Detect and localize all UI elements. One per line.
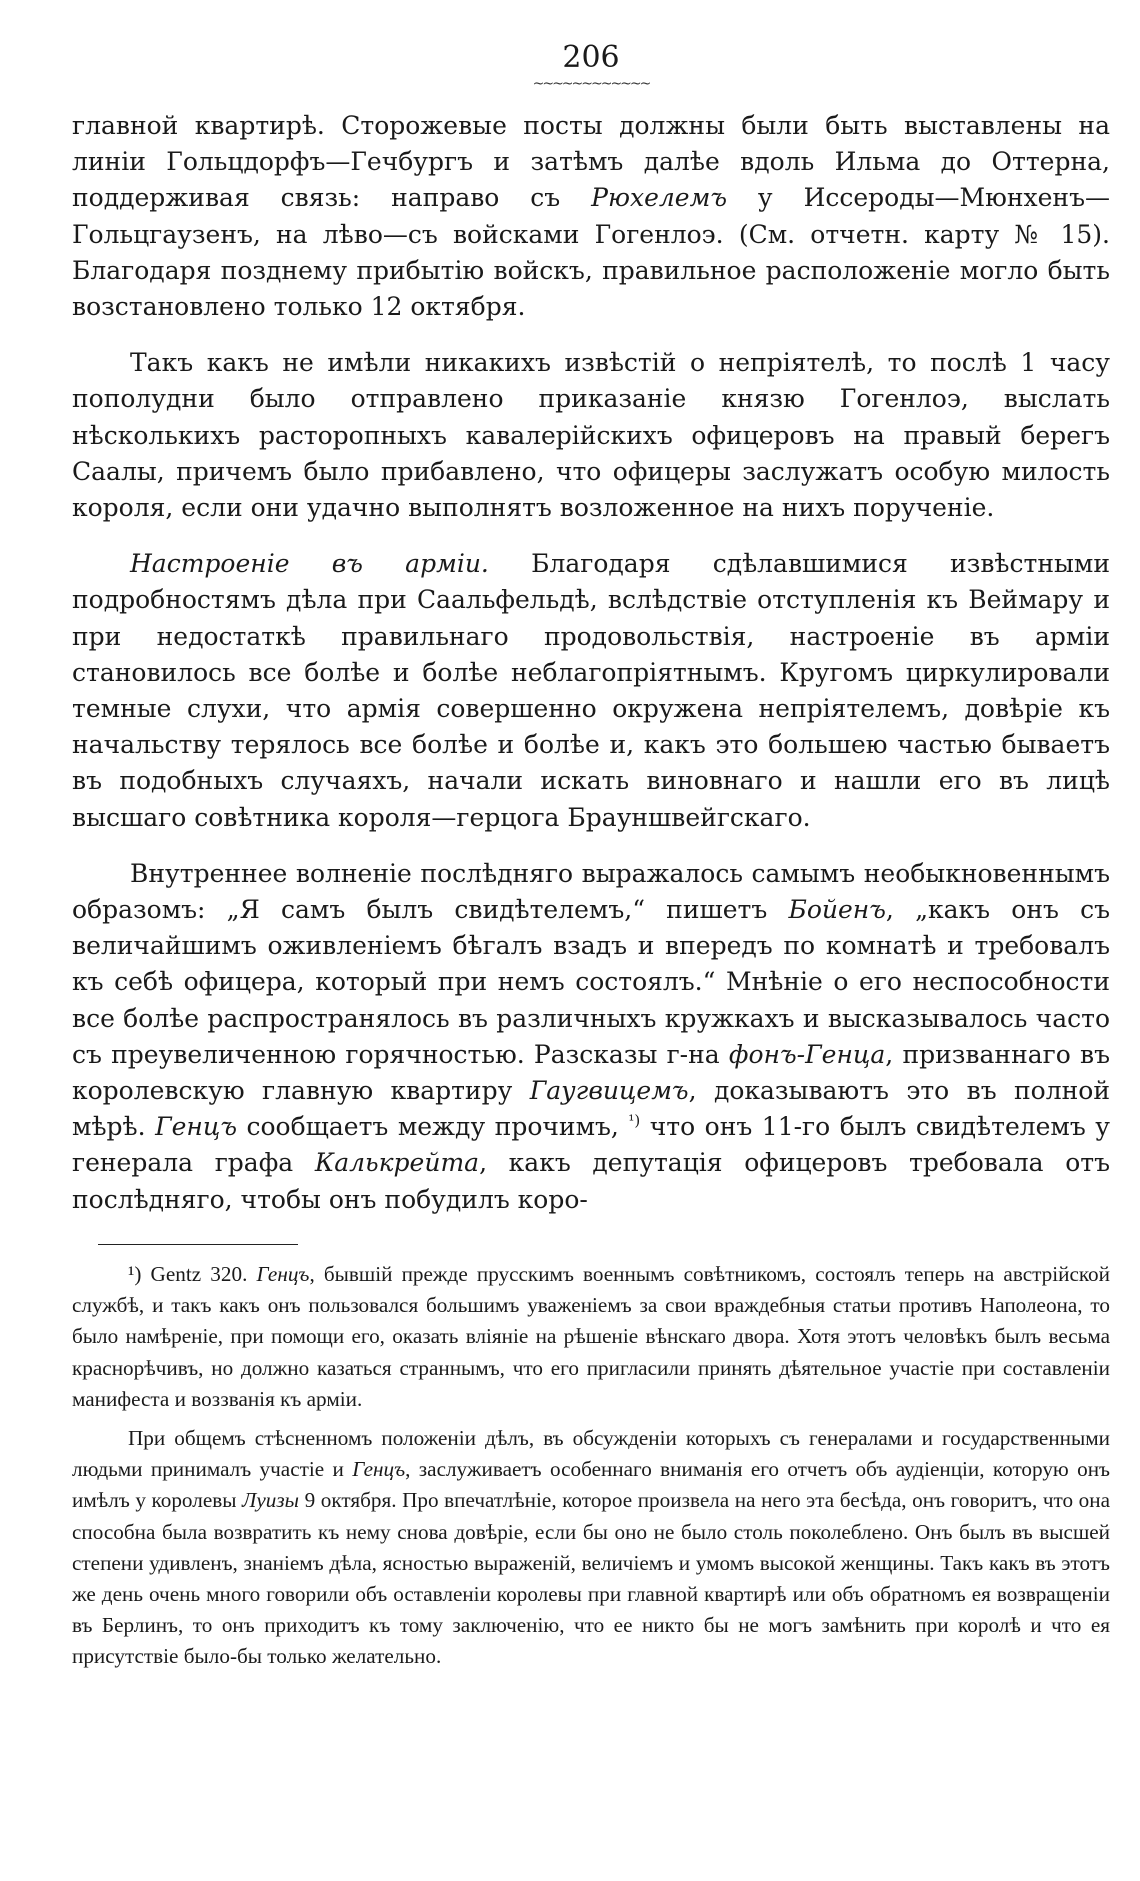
paragraph-4-text-f: что онъ 11-го былъ свидѣтелемъ у генерала графа (72, 1112, 1110, 1178)
paragraph-3-text: Благодаря сдѣлавшимися извѣстными подробностямъ дѣла при Саальфельдѣ, вслѣдствіе отступленія къ Веймару и при недостаткѣ правильнаго продовольствія, настроеніе въ арміи становилось все болѣе и болѣе неблагопріятнымъ. Кругомъ циркулировали темные слухи, что армія совершенно окружена непріятелемъ, довѣріе къ начальству терялось все болѣе и болѣе и, какъ это большею частью бываетъ въ подобныхъ случаяхъ, начали искать виновнаго и нашли его въ лицѣ высшаго совѣтника короля—герцога Брауншвейгскаго. (72, 549, 1110, 832)
paragraph-4-italic-kalkreuth: Калькрейта (314, 1148, 480, 1178)
paragraph-4 (72, 856, 1110, 1218)
paragraph-4-italic-gentz: фонъ-Генца (728, 1039, 886, 1069)
paragraph-1-italic-name: Рюхелемъ (591, 183, 727, 213)
footnote-reference-1: ¹) (628, 1111, 641, 1130)
footnote-1-italic-gentz: Генцъ (256, 1261, 310, 1286)
footnote-2-text-a: При общемъ стѣсненномъ положеніи дѣлъ, въ обсужденіи которыхъ съ генералами и государственными людьми принималъ участіе и (72, 1425, 1110, 1482)
main-text (72, 108, 1110, 1218)
footnote-2-italic-gentz: Генцъ (352, 1457, 406, 1482)
footnote-2-text-b: , заслуживаетъ особеннаго вниманія его отчетъ объ аудіенціи, которую онъ имѣлъ у королевы (72, 1457, 1110, 1513)
paragraph-1-text-b: у Иссероды—Мюнхенъ—Гольцгаузенъ, на лѣво—съ войсками Гогенлоэ. (См. отчетн. карту № 15). Благодаря позднему прибытію войскъ, правильное расположеніе могло быть возстановлено только 12 октября. (72, 183, 1110, 322)
paragraph-4-text-c: , призваннаго въ королевскую главную квартиру (72, 1039, 1110, 1106)
footnote-1-text-b: , бывшій прежде прусскимъ военнымъ совѣтникомъ, состоялъ теперь на австрійской службѣ, и такъ какъ онъ пользовался большимъ уваженіемъ за свои враждебныя статьи противъ Наполеона, то было намѣреніе, при помощи его, оказать вліяніе на рѣшеніе вѣнскаго двора. Хотя этотъ человѣкъ былъ весьма краснорѣчивъ, но должно казаться страннымъ, что его пригласили принять дѣятельное участіе при составленіи манифеста и воззванія къ арміи. (72, 1261, 1110, 1411)
paragraph-4-text-d: , доказываютъ это въ полной мѣрѣ. (72, 1076, 1110, 1142)
paragraph-4-text-e: сообщаетъ между прочимъ, (236, 1112, 629, 1142)
paragraph-4-text-b: , „какъ онъ съ величайшимъ оживленіемъ бѣгалъ взадъ и впередъ по комнатѣ и требовалъ къ себѣ офицера, который при немъ состоялъ.“ Мнѣніе о его неспособности все болѣе распространялось въ различныхъ кружкахъ и высказывалось часто съ преувеличенною горячностью. Разсказы г-на (72, 895, 1110, 1069)
page-number-ornament: ~~~~~~~~~~~~ (532, 76, 650, 92)
footnote-2-text-c: 9 октября. Про впечатлѣніе, которое произвела на него эта бесѣда, онъ говоритъ, что она способна была возвратить къ нему снова довѣріе, если бы оно не было столь поколеблено. Онъ былъ въ высшей степени удивленъ, знаніемъ дѣла, ясностью выраженій, величіемъ и умомъ высокой женщины. Такъ какъ въ этотъ же день очень много говорили объ оставленіи королевы при главной квартирѣ или объ обратномъ ея возвращеніи въ Берлинъ, то онъ приходитъ къ тому заключенію, что ее никто бы не могъ замѣнить при королѣ и что ея присутствіе было-бы только желательно. (72, 1488, 1111, 1669)
paragraph-3-side-heading: Настроеніе въ арміи. (130, 549, 489, 579)
page-number: 206 (562, 40, 620, 75)
footnotes (72, 1259, 1110, 1673)
footnote-1 (72, 1259, 1110, 1415)
paragraph-2: Такъ какъ не имѣли никакихъ извѣстій о непріятелѣ, то послѣ 1 часу пополудни было отправлено приказаніе князю Гогенлоэ, выслать нѣсколькихъ расторопныхъ кавалерійскихъ офицеровъ на правый берегъ Саалы, причемъ было прибавлено, что офицеры заслужатъ особую милость короля, если они удачно выполнятъ возложенное на нихъ порученіе. (72, 348, 1110, 523)
document-page (72, 40, 1110, 1681)
paragraph-1-text-a: главной квартирѣ. Сторожевые посты должны были быть выставлены на линіи Гольцдорфъ—Гечбургъ и затѣмъ далѣе вдоль Ильма до Оттерна, поддерживая связь: направо съ (72, 111, 1110, 213)
paragraph-4-text-a: Внутреннее волненіе послѣдняго выражалось самымъ необыкновеннымъ образомъ: „Я самъ былъ свидѣтелемъ,“ пишетъ (72, 858, 1110, 925)
footnote-divider (98, 1244, 298, 1245)
paragraph-4-italic-gentz-2: Генцъ (155, 1112, 237, 1142)
paragraph-1 (72, 108, 1110, 325)
footnote-1-continued (72, 1423, 1110, 1673)
footnote-2-italic-luise: Луизы (242, 1488, 300, 1513)
footnote-1-mark: ¹) (128, 1261, 142, 1286)
footnote-1-text-a: Gentz 320. (141, 1261, 257, 1286)
paragraph-3 (72, 546, 1110, 836)
paragraph-4-text-g: , какъ депутація офицеровъ требовала отъ послѣдняго, чтобы онъ побудилъ коро- (72, 1148, 1110, 1214)
paragraph-4-italic-haugwitz: Гаугвицемъ (529, 1076, 689, 1106)
paragraph-4-italic-boyen: Бойенъ (788, 895, 886, 925)
